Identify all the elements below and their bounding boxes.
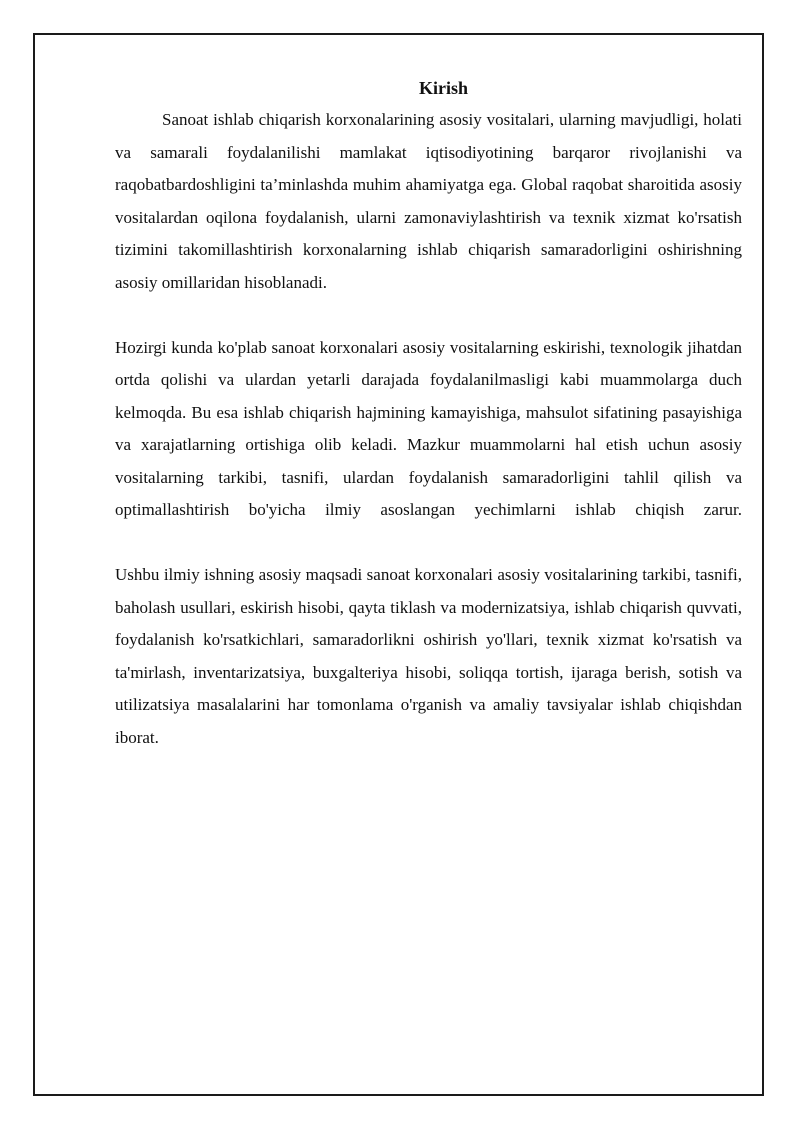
paragraph-spacer <box>115 299 742 332</box>
paragraph-intro: Sanoat ishlab chiqarish korxonalarining asosiy vositalari, ularning mavjudligi, holati va samarali foydalanilishi mamlakat iqtisodiyotining barqaror rivojlanishi va raqobatbardoshligini ta’minlashda muhim ahamiyatga ega. Global raqobat sharoitida asosiy vositalardan oqilona foydalanish, ularni zamonaviylashtirish va texnik xizmat ko'rsatish tizimini takomillashtirish korxonalarning ishlab chiqarish samaradorligini oshirishning asosiy omillaridan hisoblanadi. <box>115 110 742 292</box>
paragraph-goal: Ushbu ilmiy ishning asosiy maqsadi sanoat korxonalari asosiy vositalarining tarkibi, tasnifi, baholash usullari, eskirish hisobi, qayta tiklash va modernizatsiya, ishlab chiqarish quvvati, foydalanish ko'rsatkichlari, samaradorlikni oshirish yo'llari, texnik xizmat ko'rsatish va ta'mirlash, inventarizatsiya, buxgalteriya hisobi, soliqqa tortish, ijaraga berish, sotish va utilizatsiya masalalarini har tomonlama o'rganish va amaliy tavsiyalar ishlab chiqishdan iborat. <box>115 565 742 747</box>
document-body <box>115 72 742 754</box>
paragraph-spacer <box>115 527 742 560</box>
document-title: Kirish <box>418 78 468 98</box>
paragraph-problems: Hozirgi kunda ko'plab sanoat korxonalari asosiy vositalarning eskirishi, texnologik jihatdan ortda qolishi va ulardan yetarli darajada foydalanilmasligi kabi muammolarga duch kelmoqda. Bu esa ishlab chiqarish hajmining kamayishiga, mahsulot sifatining pasayishiga va xarajatlarning ortishiga olib keladi. Mazkur muammolarni hal etish uchun asosiy vositalarning tarkibi, tasnifi, ulardan foydalanish samaradorligini tahlil qilish va optimallashtirish bo'yicha ilmiy asoslangan yechimlarni ishlab chiqish zarur. <box>115 337 742 519</box>
